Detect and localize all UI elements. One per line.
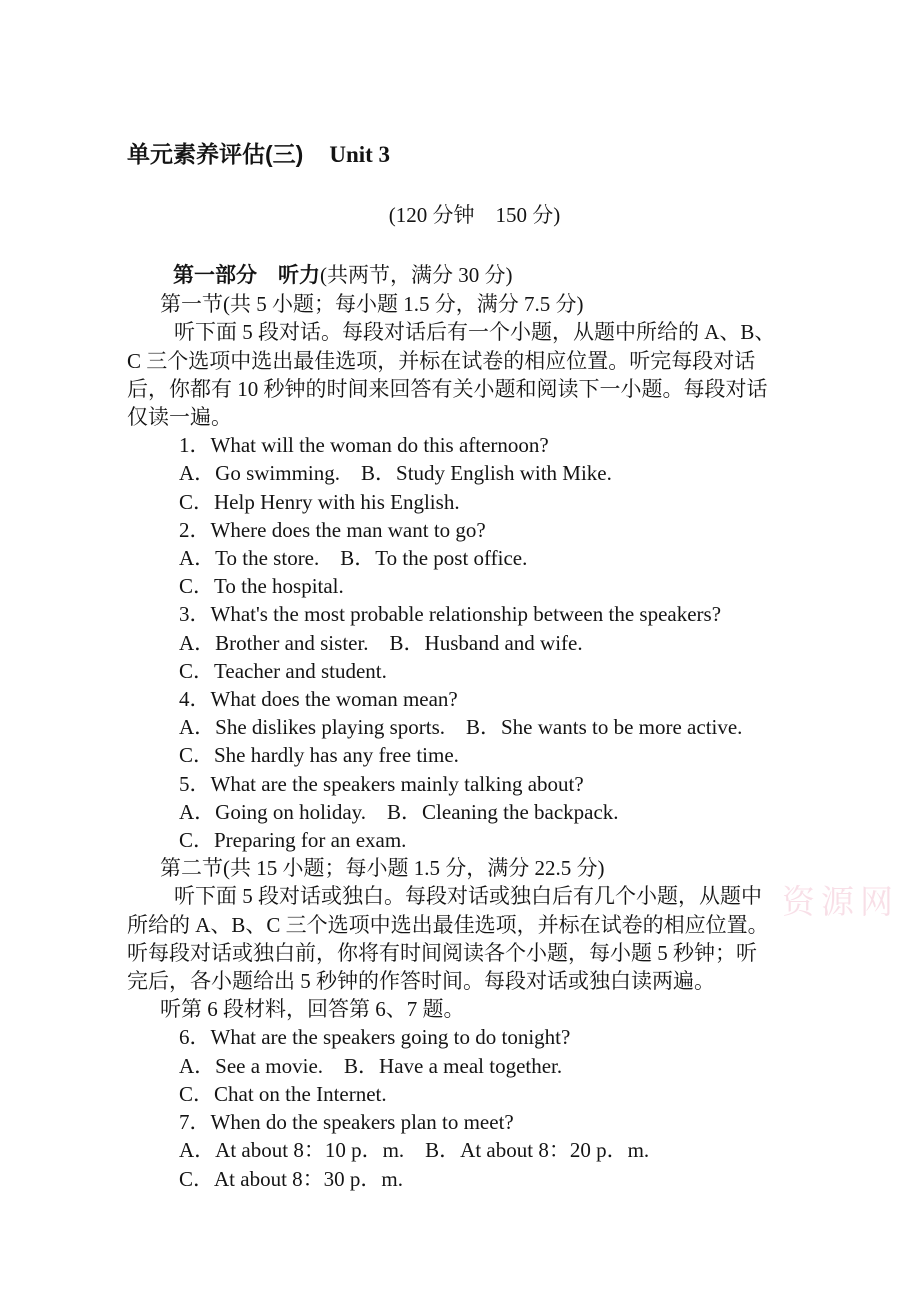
watermark-text: 资源网 xyxy=(782,883,899,920)
section2-instruction-line: 所给的 A、B、C 三个选项中选出最佳选项，并标在试卷的相应位置。 xyxy=(127,912,769,937)
part1-heading-rest: (共两节，满分 30 分) xyxy=(320,263,513,287)
exam-body xyxy=(127,261,867,1193)
exam-content xyxy=(127,138,867,1193)
page-title-chinese: 单元素养评估(三) xyxy=(127,141,304,167)
part1-heading-bold: 第一部分 听力 xyxy=(173,264,320,287)
section1-instruction-line: 后，你都有 10 秒钟的时间来回答有关小题和阅读下一小题。每段对话 xyxy=(127,376,768,401)
option-line: C．At about 8：30 p．m. xyxy=(179,1166,403,1191)
section1-instruction-line: 听下面 5 段对话。每段对话后有一个小题，从题中所给的 A、B、 xyxy=(174,320,776,345)
question-stem: 2．Where does the man want to go? xyxy=(179,517,486,542)
section1-heading: 第一节(共 5 小题；每小题 1.5 分，满分 7.5 分) xyxy=(160,292,584,317)
part1-heading xyxy=(127,261,867,290)
question-stem: 7．When do the speakers plan to meet? xyxy=(179,1110,514,1135)
option-line: C．Chat on the Internet. xyxy=(179,1081,387,1106)
section2-heading: 第二节(共 15 小题；每小题 1.5 分，满分 22.5 分) xyxy=(160,856,605,881)
section2-instruction-line: 听下面 5 段对话或独白。每段对话或独白后有几个小题，从题中 xyxy=(174,884,762,909)
material6-intro: 听第 6 段材料，回答第 6、7 题。 xyxy=(160,997,465,1022)
question-stem: 1．What will the woman do this afternoon? xyxy=(179,433,549,458)
section1-instruction-line: C 三个选项中选出最佳选项，并标在试卷的相应位置。听完每段对话 xyxy=(127,348,756,373)
question-stem: 3．What's the most probable relationship between the speakers? xyxy=(179,602,722,627)
page-title xyxy=(127,138,867,171)
question-stem: 6．What are the speakers going to do tonight? xyxy=(179,1025,571,1050)
option-line: C．She hardly has any free time. xyxy=(179,743,459,768)
option-line: A．Go swimming. B．Study English with Mike. xyxy=(179,461,612,486)
option-line: A．To the store. B．To the post office. xyxy=(179,546,528,571)
question-stem: 4．What does the woman mean? xyxy=(179,687,458,712)
section1-instruction-line: 仅读一遍。 xyxy=(127,405,232,430)
option-line: C．Teacher and student. xyxy=(179,658,387,683)
option-line: A．At about 8：10 p．m. B．At about 8：20 p．m. xyxy=(179,1138,650,1163)
exam-duration-and-score: (120 分钟 150 分) xyxy=(388,203,561,227)
option-line: A．Going on holiday. B．Cleaning the backpack. xyxy=(179,799,619,824)
section2-instruction-line: 完后，各小题给出 5 秒钟的作答时间。每段对话或独白读两遍。 xyxy=(127,969,715,994)
option-line: C．Preparing for an exam. xyxy=(179,828,407,853)
option-line: C．Help Henry with his English. xyxy=(179,489,460,514)
option-line: C．To the hospital. xyxy=(179,574,344,599)
option-line: A．See a movie. B．Have a meal together. xyxy=(179,1053,563,1078)
option-line: A．Brother and sister. B．Husband and wife. xyxy=(179,630,583,655)
section2-instruction-line: 听每段对话或独白前，你将有时间阅读各个小题，每小题 5 秒钟；听 xyxy=(127,940,757,965)
option-line: A．She dislikes playing sports. B．She wants to be more active. xyxy=(179,715,743,740)
question-stem: 5．What are the speakers mainly talking about? xyxy=(179,771,584,796)
page-title-unit: Unit 3 xyxy=(329,142,391,167)
